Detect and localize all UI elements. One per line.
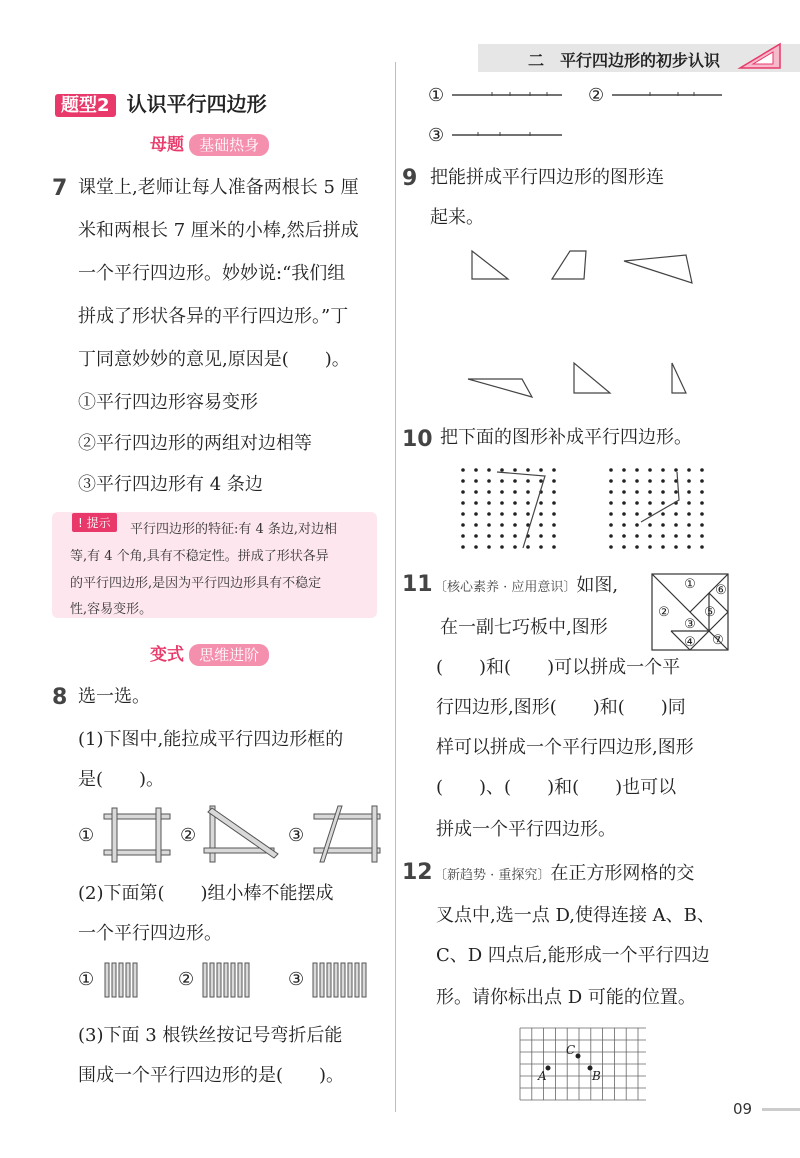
grid-dot (500, 479, 504, 483)
grid-dot (539, 468, 543, 472)
grid-dot (622, 545, 626, 549)
q8-title: 选一选。 (78, 686, 150, 707)
grid-dot (487, 534, 491, 538)
page-number-bar (762, 1108, 800, 1111)
q7-line: 一个平行四边形。妙妙说:“我们组 (78, 263, 346, 284)
q12-line: 在正方形网格的交 (550, 863, 695, 884)
hint-line: 平行四边形的特征:有 4 条边,对边相 (130, 522, 338, 537)
q11-line: 行四边形,图形( )和( )同 (436, 697, 686, 718)
q8-p2-line: 一个平行四边形。 (78, 923, 222, 944)
sticks-label: ③ (288, 969, 305, 990)
grid-dot (687, 512, 691, 516)
q8-p3-line: (3)下面 3 根铁丝按记号弯折后能 (78, 1025, 343, 1046)
tangram-figure (650, 572, 732, 654)
q12-line: C、D 四点后,能形成一个平行四边 (436, 945, 710, 966)
grid-dot (500, 501, 504, 505)
grid-dot (461, 534, 465, 538)
grid-dot (552, 545, 556, 549)
grid-dot (513, 490, 517, 494)
q7-option: ③平行四边形有 4 条边 (78, 474, 263, 495)
grid-dot (648, 479, 652, 483)
grid-dot (461, 512, 465, 516)
tangram-piece-label: ⑦ (712, 633, 724, 648)
grid-dot (687, 468, 691, 472)
grid-dot (661, 468, 665, 472)
grid-dot (648, 534, 652, 538)
q12-first-line (434, 864, 694, 884)
grid-dot (474, 501, 478, 505)
grid-dot (487, 479, 491, 483)
grid-dot (513, 479, 517, 483)
mother-question-label (150, 130, 269, 155)
grid-dot (622, 534, 626, 538)
point-c-label: C (566, 1043, 576, 1057)
grid-dot (661, 534, 665, 538)
grid-dot (552, 479, 556, 483)
grid-dot (461, 545, 465, 549)
grid-dot (661, 512, 665, 516)
section-title: 认识平行四边形 (126, 92, 267, 116)
grid-dot (687, 534, 691, 538)
q10-number: 10 (402, 427, 433, 452)
ruler-icon (735, 40, 785, 72)
grid-dot (635, 501, 639, 505)
sticks-label: ② (178, 969, 195, 990)
q8-p1-line: (1)下图中,能拉成平行四边形框的 (78, 729, 344, 750)
grid-dot (700, 468, 704, 472)
grid-dot (552, 468, 556, 472)
grid-dot (487, 512, 491, 516)
q11-line: 样可以拼成一个平行四边形,图形 (436, 737, 694, 758)
grid-dot (513, 545, 517, 549)
grid-dot (700, 534, 704, 538)
sticks-label: ① (78, 969, 95, 990)
grid-dot (674, 523, 678, 527)
grid-dot (526, 501, 530, 505)
grid-dot (461, 501, 465, 505)
grid-dot (474, 468, 478, 472)
q7-number: 7 (52, 176, 68, 201)
section-header-title: 二 平行四边形的初步认识 (527, 51, 720, 70)
mother-pill: 基础热身 (189, 134, 269, 156)
wire-label: ② (588, 85, 605, 106)
q11-tag: 〔核心素养 · 应用意识〕 (434, 580, 577, 595)
grid-dot (487, 490, 491, 494)
q8-p3-line: 围成一个平行四边形的是( )。 (78, 1065, 345, 1086)
grid-dot (687, 479, 691, 483)
grid-dot (674, 512, 678, 516)
q8-p1-line: 是( )。 (78, 769, 165, 790)
stick-group-2 (202, 962, 254, 998)
hint-line: 的平行四边形,是因为平行四边形具有不稳定 (70, 576, 322, 591)
hint-line: 等,有 4 个角,具有不稳定性。拼成了形状各异 (70, 549, 329, 564)
q8-number: 8 (52, 685, 68, 710)
grid-dot (513, 501, 517, 505)
q11-line: ( )和( )可以拼成一个平 (436, 657, 681, 678)
q7-line: 丁同意妙妙的意见,原因是( )。 (78, 349, 350, 370)
variant-label: 变式 (150, 645, 184, 665)
grid-dot (687, 501, 691, 505)
point-b-label: B (592, 1069, 601, 1083)
stick-group-3 (312, 962, 370, 998)
q12-square-grid (518, 1026, 648, 1102)
grid-dot (609, 523, 613, 527)
page-number: 09 (733, 1100, 753, 1118)
grid-dot (661, 479, 665, 483)
grid-dot (609, 479, 613, 483)
grid-dot (609, 501, 613, 505)
grid-dot (622, 468, 626, 472)
q12-number: 12 (402, 860, 433, 885)
q10-text: 把下面的图形补成平行四边形。 (440, 427, 692, 448)
grid-dot (552, 512, 556, 516)
grid-dot (687, 545, 691, 549)
grid-dot (661, 490, 665, 494)
grid-dot (487, 468, 491, 472)
q7-line: 拼成了形状各异的平行四边形。”丁 (78, 306, 349, 327)
grid-dot (487, 501, 491, 505)
hint-tag: ! 提示 (72, 513, 117, 532)
grid-dot (513, 523, 517, 527)
grid-dot (661, 501, 665, 505)
variant-question-label (150, 640, 269, 665)
q10-dot-grids (455, 462, 715, 556)
grid-dot (700, 501, 704, 505)
grid-dot (552, 490, 556, 494)
grid-dot (539, 534, 543, 538)
grid-dot (526, 545, 530, 549)
tangram-piece-label: ② (658, 605, 670, 620)
point-c (576, 1054, 581, 1059)
q7-option: ②平行四边形的两组对边相等 (78, 433, 312, 454)
grid-dot (609, 534, 613, 538)
grid-dot (609, 468, 613, 472)
grid-dot (674, 490, 678, 494)
grid-dot (474, 534, 478, 538)
tangram-piece-label: ① (684, 577, 696, 592)
grid-dot (539, 479, 543, 483)
grid-dot (648, 501, 652, 505)
grid-dot (648, 490, 652, 494)
q12-line: 叉点中,选一点 D,使得连接 A、B、 (436, 905, 715, 926)
grid-dot (648, 468, 652, 472)
q11-line: ( )、( )和( )也可以 (436, 777, 677, 798)
q7-stem (78, 178, 359, 516)
q9-shapes (460, 245, 700, 400)
grid-dot (622, 479, 626, 483)
grid-dot (487, 545, 491, 549)
q9-line: 把能拼成平行四边形的图形连 (430, 167, 664, 188)
frame-label: ① (78, 825, 95, 846)
grid-dot (648, 523, 652, 527)
grid-dot (648, 545, 652, 549)
grid-dot (700, 512, 704, 516)
grid-dot (500, 468, 504, 472)
frame-figure-1 (100, 806, 175, 866)
grid-dot (474, 545, 478, 549)
q11-line: 拼成一个平行四边形。 (436, 819, 616, 840)
q12-tag: 〔新趋势 · 重探究〕 (434, 868, 551, 883)
grid-dot (635, 534, 639, 538)
grid-dot (700, 479, 704, 483)
grid-dot (526, 479, 530, 483)
grid-dot (500, 490, 504, 494)
grid-dot (687, 490, 691, 494)
grid-dot (513, 468, 517, 472)
wire-1 (450, 88, 565, 102)
wire-label: ① (428, 85, 445, 106)
grid-dot (635, 523, 639, 527)
point-a-label: A (538, 1069, 547, 1083)
grid-dot (687, 523, 691, 527)
grid-dot (474, 512, 478, 516)
q11-first-line (434, 576, 618, 596)
grid-dot (622, 490, 626, 494)
wire-3 (450, 128, 565, 142)
grid-dot (635, 545, 639, 549)
grid-dot (474, 479, 478, 483)
frame-figure-3 (310, 804, 390, 866)
frame-label: ③ (288, 825, 305, 846)
frame-label: ② (180, 825, 197, 846)
q11-number: 11 (402, 572, 433, 597)
grid-dot (552, 501, 556, 505)
wire-label: ③ (428, 125, 445, 146)
q7-line: 米和两根长 7 厘米的小棒,然后拼成 (78, 220, 359, 241)
grid-dot (474, 490, 478, 494)
grid-dot (552, 523, 556, 527)
section-tag: 题型2 (55, 94, 116, 117)
grid-dot (622, 512, 626, 516)
grid-dot (609, 512, 613, 516)
tangram-piece-label: ⑤ (704, 605, 716, 620)
q11-line: 在一副七巧板中,图形 (440, 617, 608, 638)
grid-dot (500, 512, 504, 516)
mother-label: 母题 (150, 135, 184, 155)
grid-dot (674, 534, 678, 538)
grid-dot (539, 512, 543, 516)
grid-dot (461, 523, 465, 527)
grid-dot (674, 468, 678, 472)
grid-dot (526, 468, 530, 472)
grid-dot (513, 534, 517, 538)
grid-dot (461, 490, 465, 494)
grid-dot (635, 512, 639, 516)
grid-dot (500, 523, 504, 527)
frame-figure-2 (202, 804, 282, 866)
q12-line: 形。请你标出点 D 可能的位置。 (436, 987, 696, 1008)
q9-number: 9 (402, 166, 418, 191)
grid-dot (539, 523, 543, 527)
grid-dot (622, 501, 626, 505)
grid-dot (635, 479, 639, 483)
q8-p2-line: (2)下面第( )组小棒不能摆成 (78, 883, 334, 904)
variant-pill: 思维进阶 (189, 644, 269, 666)
grid-dot (700, 545, 704, 549)
grid-dot (674, 545, 678, 549)
q7-option: ①平行四边形容易变形 (78, 392, 258, 413)
tangram-piece-label: ③ (684, 617, 696, 632)
grid-dot (461, 468, 465, 472)
grid-dot (526, 512, 530, 516)
grid-dot (500, 545, 504, 549)
grid-dot (552, 534, 556, 538)
section-heading (55, 88, 267, 117)
tangram-piece-label: ④ (684, 635, 696, 650)
stick-group-1 (104, 962, 144, 998)
grid-dot (648, 512, 652, 516)
grid-dot (487, 523, 491, 527)
q11-line: 如图, (576, 575, 619, 596)
grid-dot (513, 512, 517, 516)
wire-2 (610, 88, 725, 102)
grid-dot (700, 523, 704, 527)
grid-dot (609, 490, 613, 494)
grid-dot (539, 545, 543, 549)
grid-dot (700, 490, 704, 494)
grid-dot (526, 490, 530, 494)
grid-dot (661, 545, 665, 549)
grid-dot (461, 479, 465, 483)
grid-dot (635, 468, 639, 472)
q7-line: 课堂上,老师让每人准备两根长 5 厘 (78, 177, 359, 198)
grid-dot (635, 490, 639, 494)
q9-line: 起来。 (430, 207, 484, 228)
grid-dot (622, 523, 626, 527)
grid-dot (539, 501, 543, 505)
hint-line: 性,容易变形。 (70, 602, 153, 617)
grid-dot (474, 523, 478, 527)
grid-dot (609, 545, 613, 549)
grid-dot (661, 523, 665, 527)
tangram-piece-label: ⑥ (715, 583, 727, 598)
column-divider (395, 62, 396, 1112)
grid-dot (500, 534, 504, 538)
